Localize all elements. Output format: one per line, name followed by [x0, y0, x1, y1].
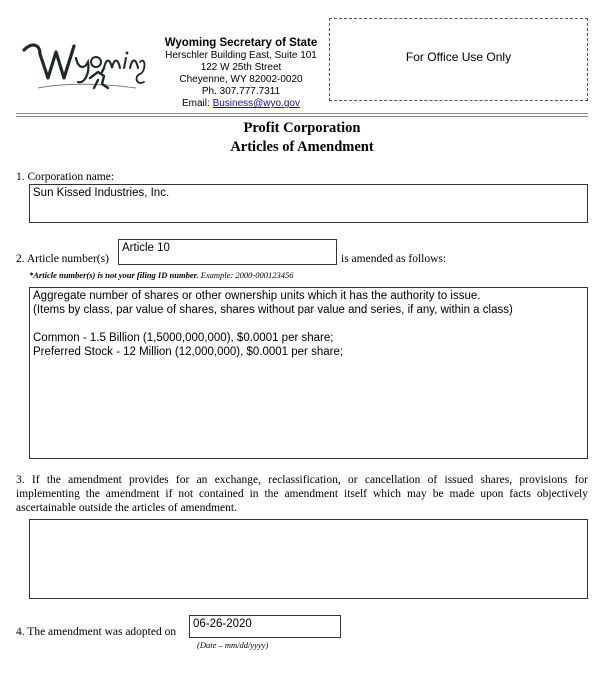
address-line-3: Cheyenne, WY 82002-0020	[179, 74, 303, 85]
agency-name: Wyoming Secretary of State	[164, 37, 318, 49]
wyoming-logo-graphic	[18, 22, 148, 102]
email-label: Email:	[182, 98, 210, 109]
email-row	[158, 98, 324, 110]
email-link[interactable]: Business@wyo.gov	[212, 98, 300, 109]
office-use-label: For Office Use Only	[405, 49, 512, 64]
header-divider-top	[16, 113, 588, 114]
article-number-field[interactable]: Article 10	[118, 239, 337, 265]
adoption-date-field[interactable]: 06-26-2020	[189, 615, 341, 638]
share-exchange-provisions-field[interactable]	[29, 519, 588, 599]
adoption-date-label: 4. The amendment was adopted on	[16, 626, 177, 638]
article-number-label: 2. Article number(s)	[16, 253, 109, 265]
amendment-text-field[interactable]: Aggregate number of shares or other ownership units which it has the authority to issue. (Items by class, par value of shares, shares without par value and series, if any, within a class) Common - 1.5 Billion (1,5000,000,000), $0.0001 per share; Preferred Stock - 12 Million (12,000,000), $0.0001 per share;	[29, 287, 588, 459]
wyoming-logo	[18, 22, 148, 102]
section3-instructions: 3. If the amendment provides for an exchange, reclassification, or cancellation of issued shares, provisions for implementing the amendment if not contained in the amendment itself which may be made upon facts objectively ascertainable outside the articles of amendment.	[16, 474, 588, 514]
corporation-name-field[interactable]: Sun Kissed Industries, Inc.	[29, 184, 588, 223]
office-use-box	[329, 18, 588, 101]
address-line-2: 122 W 25th Street	[200, 62, 282, 73]
article-number-note-example: Example: 2000-000123456	[200, 270, 294, 280]
article-number-note	[29, 270, 293, 280]
form-subtitle: Articles of Amendment	[230, 139, 374, 155]
article-number-note-bold: *Article number(s) is not your filing ID number.	[29, 270, 199, 280]
amended-as-follows-label: is amended as follows:	[341, 253, 447, 265]
corporation-name-label: 1. Corporation name:	[16, 171, 115, 183]
address-line-1: Herschler Building East, Suite 101	[165, 50, 317, 61]
phone-number: Ph. 307.777.7311	[201, 86, 281, 97]
agency-address-block	[158, 36, 324, 110]
date-format-hint: (Date – mm/dd/yyyy)	[197, 640, 269, 650]
header-divider-bottom	[16, 116, 588, 117]
form-title: Profit Corporation	[243, 120, 361, 136]
